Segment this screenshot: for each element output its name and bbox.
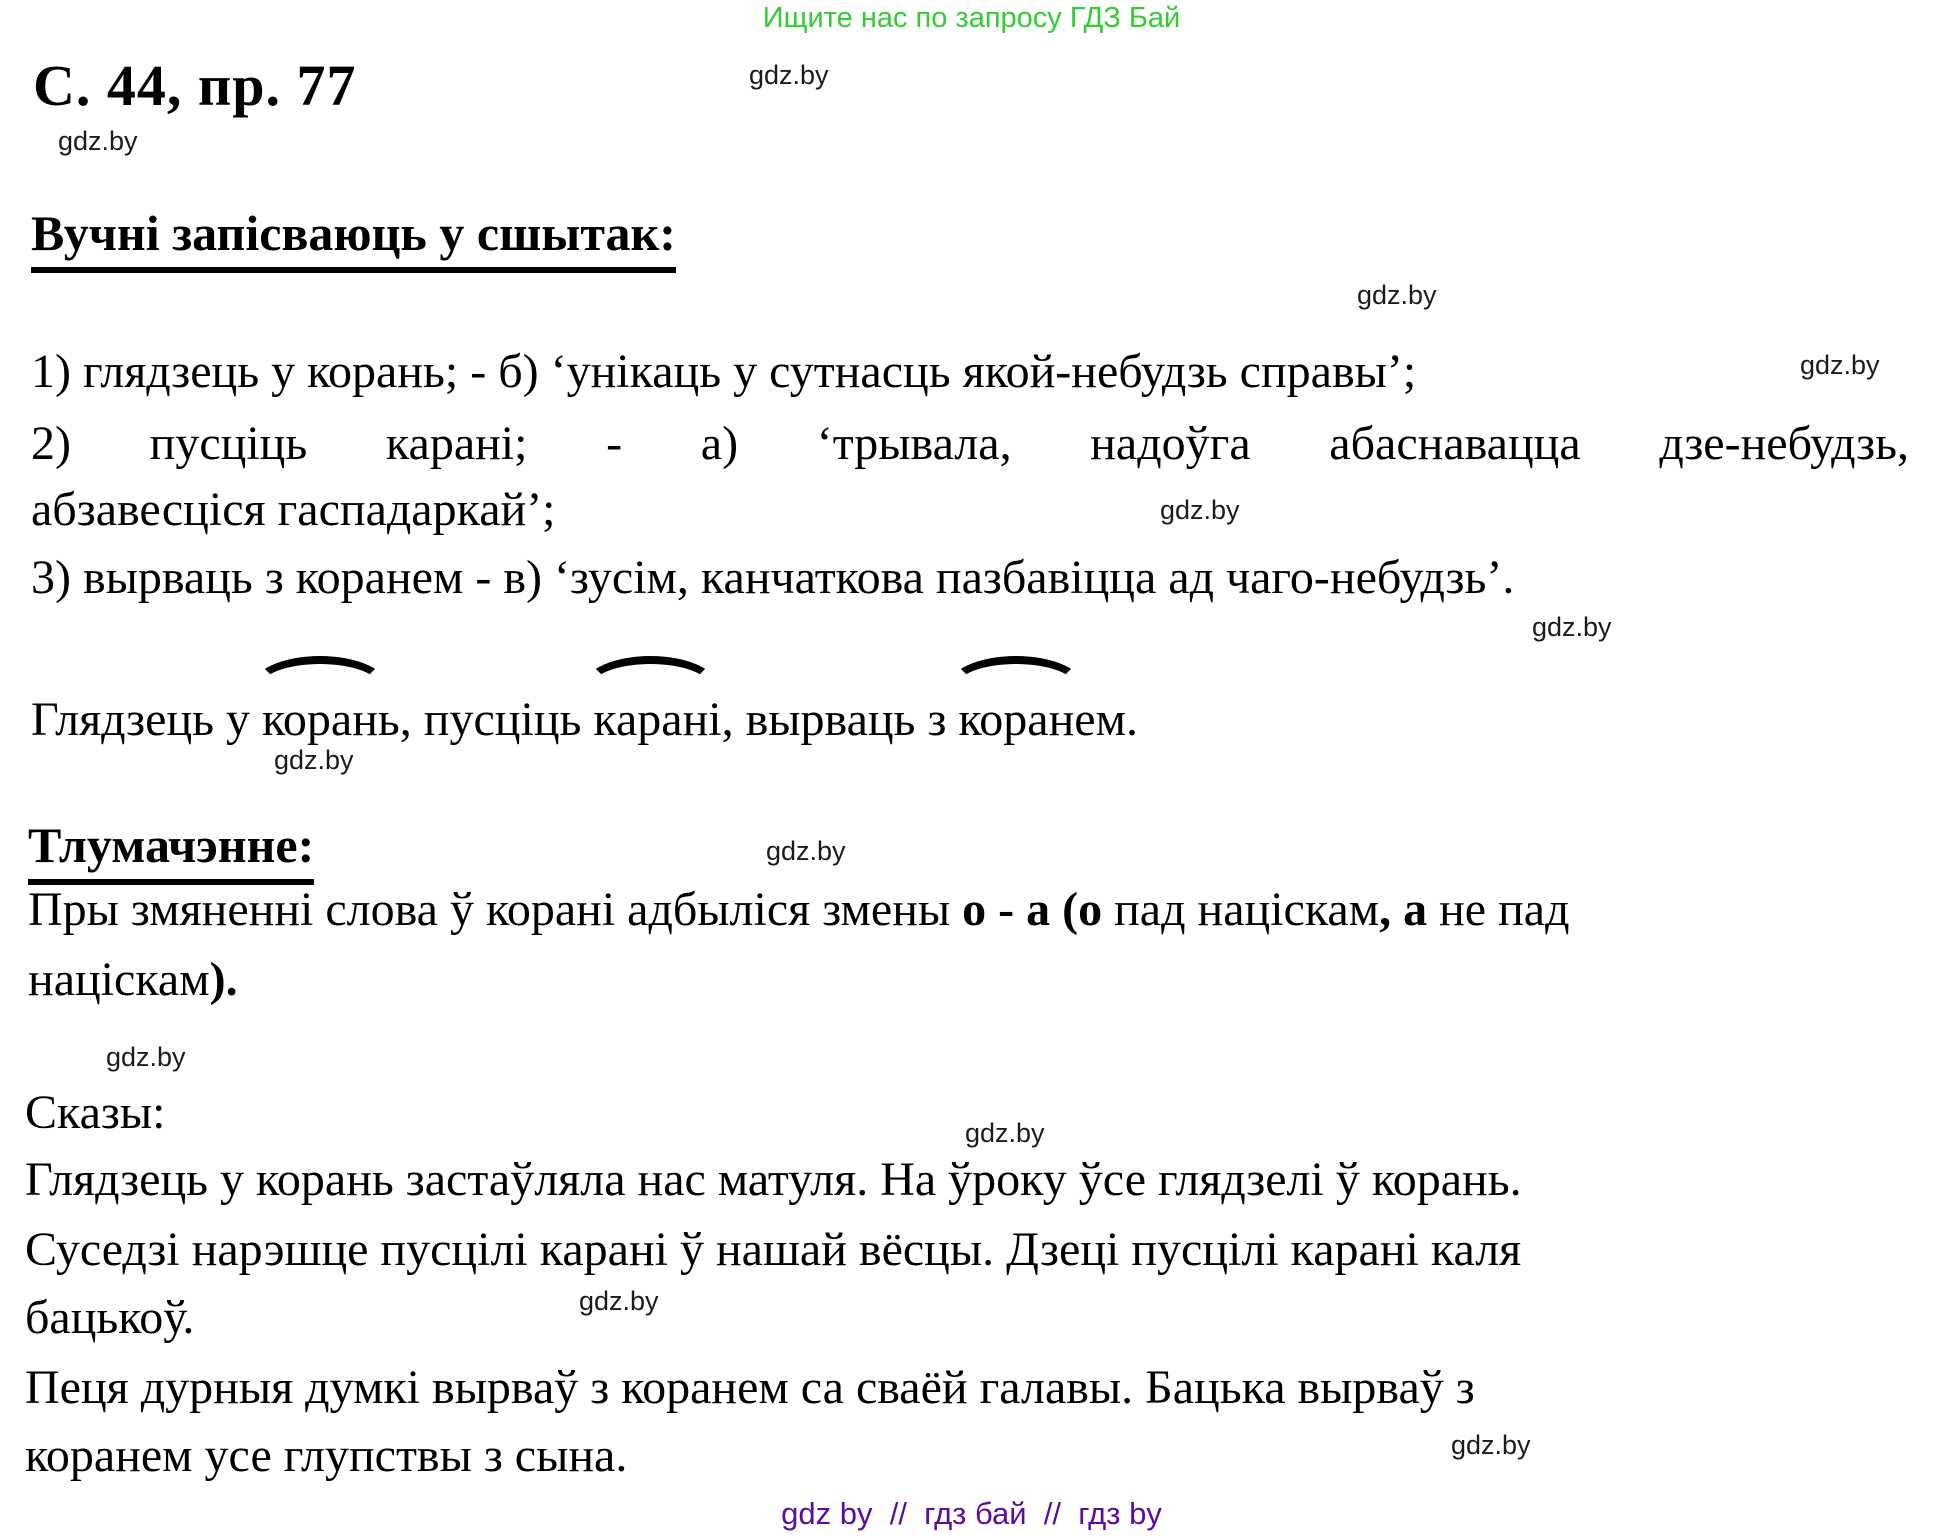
root-sentence-text: Глядзець у xyxy=(31,693,263,746)
root-sentence-text: ем. xyxy=(1074,693,1138,746)
root-morpheme-arc: коран xyxy=(262,690,378,750)
explanation-bold: о - а (о xyxy=(962,883,1103,936)
gdz-watermark: gdz.by xyxy=(579,1286,659,1316)
sentence-line: Глядзець у корань застаўляла нас матуля. На ўроку ўсе глядзелі ў корань. xyxy=(25,1153,1522,1206)
sentences-heading: Сказы: xyxy=(25,1086,166,1139)
explanation-text: Пры змяненні слова ў корані адбыліся змены xyxy=(28,883,963,936)
explanation-line-2 xyxy=(28,950,238,1010)
sentence-line: бацькоў. xyxy=(25,1291,195,1344)
explanation-bold: ). xyxy=(209,953,238,1006)
sentence-line: коранем усе глупствы з сына. xyxy=(25,1429,628,1482)
matching-line-3: 3) вырваць з коранем - в) ‘зусім, канчаткова пазбавіцца ад чаго-небудзь’. xyxy=(31,551,1515,604)
root-sentence-text: і, вырваць з xyxy=(708,693,959,746)
root-morpheme-arc: коран xyxy=(958,690,1074,750)
explanation-text: не пад xyxy=(1427,883,1570,936)
matching-line-2: 2) пусціць карані; - а) ‘трывала, надоўга абаснавацца дзе-небудзь, xyxy=(31,417,1909,470)
gdz-watermark: gdz.by xyxy=(749,60,829,90)
root-sentence xyxy=(31,690,1138,750)
explanation-bold: , а xyxy=(1379,883,1428,936)
gdz-watermark: gdz.by xyxy=(58,126,138,156)
footer-links[interactable]: gdz by // гдз бай // гдз by xyxy=(781,1496,1162,1531)
gdz-watermark: gdz.by xyxy=(965,1118,1045,1148)
root-morpheme-arc: каран xyxy=(593,690,708,750)
gdz-watermark: gdz.by xyxy=(1800,350,1880,380)
gdz-watermark: gdz.by xyxy=(1451,1430,1531,1460)
explanation-text: пад націскам xyxy=(1102,883,1380,936)
gdz-watermark: gdz.by xyxy=(766,836,846,866)
root-sentence-text: ь, пусціць xyxy=(377,693,594,746)
sentence-line: Суседзі нарэшце пусцілі карані ў нашай вёсцы. Дзеці пусцілі карані каля xyxy=(25,1223,1522,1276)
explanation-line-1 xyxy=(28,880,1570,940)
section-heading: Вучні запісваюць у сшытак: xyxy=(31,204,676,273)
gdz-watermark: gdz.by xyxy=(1532,612,1612,642)
explanation-text: націскам xyxy=(28,953,210,1006)
gdz-watermark: gdz.by xyxy=(106,1042,186,1072)
matching-line-1: 1) глядзець у корань; - б) ‘унікаць у сутнасць якой-небудзь справы’; xyxy=(31,345,1417,398)
gdz-watermark: gdz.by xyxy=(274,745,354,775)
sentence-line: Пеця дурныя думкі вырваў з коранем са сваёй галавы. Бацька вырваў з xyxy=(25,1361,1475,1414)
gdz-watermark: gdz.by xyxy=(1160,495,1240,525)
promo-banner: Ищите нас по запросу ГДЗ Бай xyxy=(762,2,1181,34)
page-title: С. 44, пр. 77 xyxy=(33,53,357,118)
gdz-watermark: gdz.by xyxy=(1357,280,1437,310)
matching-line-2-wrap: абзавесціся гаспадаркай’; xyxy=(31,483,556,536)
explanation-heading: Тлумачэнне: xyxy=(28,816,314,885)
